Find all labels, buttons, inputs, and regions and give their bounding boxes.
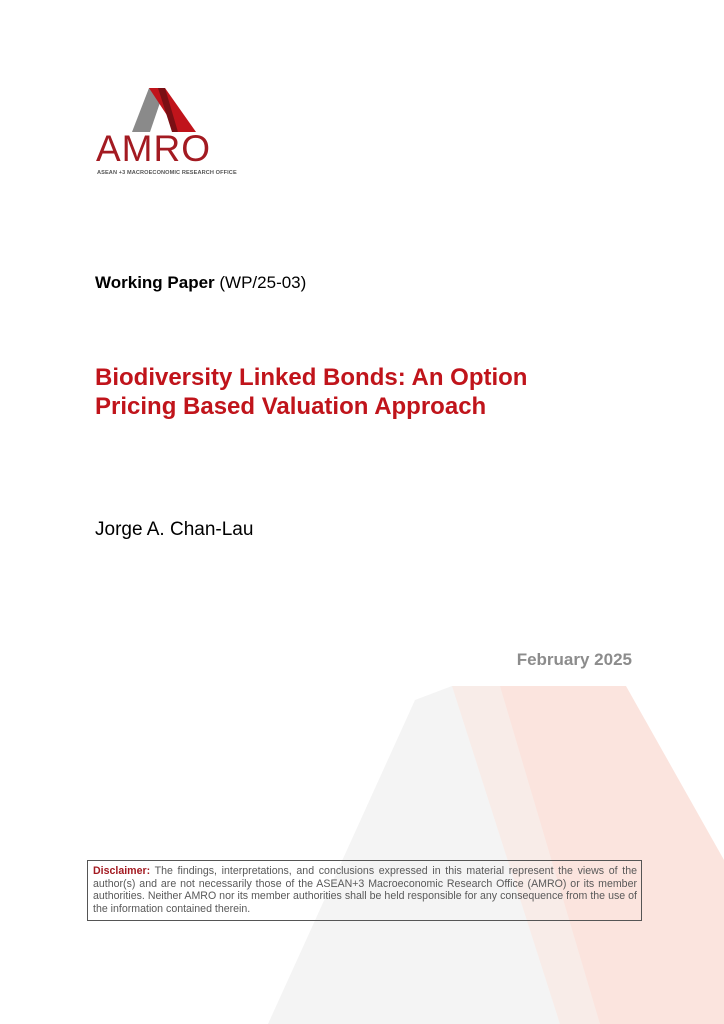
- logo-wordmark: AMRO: [96, 128, 211, 169]
- series-label: Working Paper: [95, 273, 215, 292]
- series-code: (WP/25-03): [219, 273, 307, 292]
- disclaimer-text: The findings, interpretations, and conclusions expressed in this material represent the views of the author(s) and are not necessarily those of the ASEAN+3 Macroeconomic Research Office (AMRO) or its member authorities. Neither AMRO nor its member authorities shall be held responsible for any consequence from the use of the information contained therein.: [93, 865, 637, 915]
- disclaimer-label: Disclaimer: [93, 865, 147, 877]
- amro-logo: [92, 86, 244, 182]
- title-line-2: Pricing Based Valuation Approach: [95, 393, 487, 420]
- title-line-1: Biodiversity Linked Bonds: An Option: [95, 364, 528, 391]
- logo-tagline: ASEAN +3 MACROECONOMIC RESEARCH OFFICE: [97, 170, 237, 176]
- publication-date: February 2025: [516, 650, 632, 669]
- logo-mark-icon: [92, 86, 244, 134]
- disclaimer-box: Disclaimer: The findings, interpretations, and conclusions expressed in this material represent the views of the author(s) and are not necessarily those of the ASEAN+3 Macroeconomic Research Office (AMRO) or its member authorities. Neither AMRO nor its member authorities shall be held responsible for any consequence from the use of the information contained therein.: [87, 860, 642, 921]
- author-name: Jorge A. Chan-Lau: [95, 519, 254, 540]
- series-line: [95, 273, 306, 293]
- paper-title: [95, 363, 635, 421]
